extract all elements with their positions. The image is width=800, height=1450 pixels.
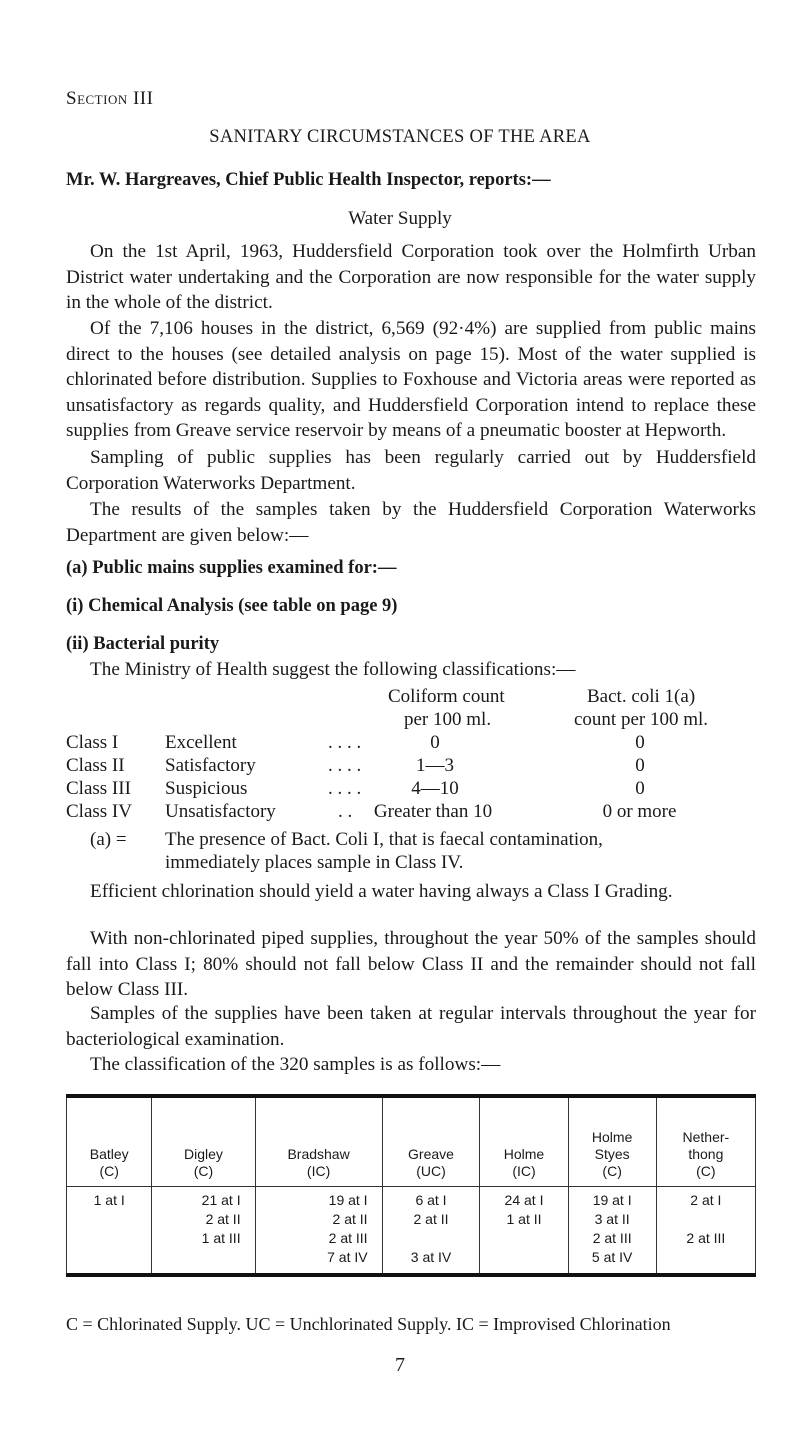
bact-coli-count: 0	[635, 732, 645, 753]
result-cell: 19 at I 2 at II 2 at III 7 at IV	[255, 1187, 382, 1276]
column-header: Holme Styes (C)	[568, 1096, 656, 1187]
paragraph-houses: Of the 7,106 houses in the district, 6,569 (92·4%) are supplied from public mains direct to the houses (see detailed analysis on page 15). Most of the water supplied is chlorinated before distribution. Supplies to Foxhouse and Victoria areas were reported as unsatisfactory as regards quality, and Huddersfield Corporation intend to replace these supplies from Greave service reservoir by means of a pneumatic booster at Hepworth.	[66, 318, 756, 442]
result-cell: 24 at I 1 at II	[480, 1187, 568, 1276]
class-description: Excellent	[165, 732, 237, 753]
samples-table	[66, 1094, 756, 1277]
leader-dots: . . . .	[328, 732, 362, 753]
leader-dots: . .	[338, 801, 353, 822]
coliform-count: 0	[430, 732, 440, 753]
paragraph-regular-intervals: Samples of the supplies have been taken at regular intervals throughout the year for bacteriological examination.	[66, 1003, 756, 1050]
result-cell: 1 at I	[67, 1187, 152, 1276]
column-header: Bradshaw (IC)	[255, 1096, 382, 1187]
heading-public-mains: (a) Public mains supplies examined for:—	[66, 558, 397, 578]
leader-dots: . . . .	[328, 755, 362, 776]
reporter-line: Mr. W. Hargreaves, Chief Public Health Inspector, reports:—	[66, 170, 551, 190]
coliform-header-2: per 100 ml.	[404, 709, 492, 730]
bact-coli-count: 0 or more	[602, 801, 677, 822]
class-description: Satisfactory	[165, 755, 256, 776]
class-label: Class I	[66, 732, 119, 753]
bact-coli-header-1: Bact. coli 1(a)	[587, 686, 696, 707]
ministry-line: The Ministry of Health suggest the following classifications:—	[90, 659, 576, 680]
paragraph-non-chlorinated: With non-chlorinated piped supplies, throughout the year 50% of the samples should fall into Class I; 80% should not fall below Class II and the remainder should not fall below Class III.	[66, 928, 756, 1001]
paragraph-chlorination: Efficient chlorination should yield a water having always a Class I Grading.	[90, 881, 673, 902]
column-header: Holme (IC)	[480, 1096, 568, 1187]
paragraph-sampling: Sampling of public supplies has been regularly carried out by Huddersfield Corporation Waterworks Department.	[66, 447, 756, 494]
class-label: Class IV	[66, 801, 132, 822]
result-cell: 19 at I 3 at II 2 at III 5 at IV	[568, 1187, 656, 1276]
samples-header-row	[67, 1096, 756, 1187]
paragraph-takeover: On the 1st April, 1963, Huddersfield Corporation took over the Holmfirth Urban District water undertaking and the Corporation are now responsible for the water supply in the whole of the district.	[66, 241, 756, 314]
result-cell: 2 at I 2 at III	[656, 1187, 755, 1276]
samples-result-row	[67, 1187, 756, 1276]
paragraph-results: The results of the samples taken by the Huddersfield Corporation Waterworks Department are given below:—	[66, 499, 756, 546]
note-a-line1: The presence of Bact. Coli I, that is faecal contamination,	[165, 829, 603, 850]
coliform-count: Greater than 10	[373, 801, 493, 822]
coliform-count: 4—10	[411, 778, 459, 799]
page-number: 7	[395, 1354, 405, 1376]
leader-dots: . . . .	[328, 778, 362, 799]
column-header: Greave (UC)	[382, 1096, 480, 1187]
water-supply-heading: Water Supply	[348, 208, 452, 229]
heading-bacterial-purity: (ii) Bacterial purity	[66, 634, 220, 654]
section-label: Section III	[66, 88, 154, 109]
coliform-header-1: Coliform count	[388, 686, 505, 707]
supply-type-legend: C = Chlorinated Supply. UC = Unchlorinated Supply. IC = Improvised Chlorination	[66, 1314, 671, 1334]
bact-coli-count: 0	[635, 755, 645, 776]
paragraph-classification-intro: The classification of the 320 samples is as follows:—	[90, 1054, 501, 1075]
page-title: SANITARY CIRCUMSTANCES OF THE AREA	[209, 127, 591, 147]
column-header: Batley (C)	[67, 1096, 152, 1187]
result-cell: 6 at I 2 at II 3 at IV	[382, 1187, 480, 1276]
column-header: Nether- thong (C)	[656, 1096, 755, 1187]
heading-chemical-analysis: (i) Chemical Analysis (see table on page 9)	[66, 596, 398, 616]
note-a-line2: immediately places sample in Class IV.	[165, 852, 464, 873]
class-description: Unsatisfactory	[165, 801, 276, 822]
class-description: Suspicious	[165, 778, 248, 799]
note-a-label: (a) =	[90, 829, 127, 850]
column-header: Digley (C)	[152, 1096, 255, 1187]
bact-coli-header-2: count per 100 ml.	[574, 709, 709, 730]
bact-coli-count: 0	[635, 778, 645, 799]
coliform-count: 1—3	[416, 755, 454, 776]
class-label: Class II	[66, 755, 125, 776]
result-cell: 21 at I 2 at II 1 at III	[152, 1187, 255, 1276]
class-label: Class III	[66, 778, 131, 799]
